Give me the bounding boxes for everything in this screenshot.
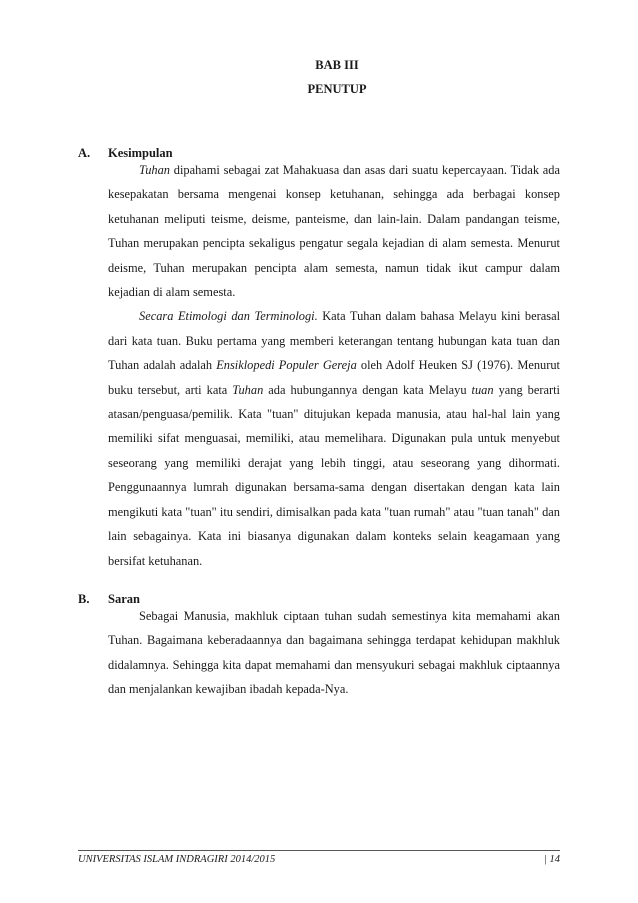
page-number: | 14 bbox=[543, 854, 560, 865]
chapter-title: PENUTUP bbox=[307, 82, 367, 96]
italic-text: Secara Etimologi dan Terminologi. bbox=[139, 309, 318, 324]
page-footer bbox=[78, 850, 560, 865]
section-a-letter: A. bbox=[78, 146, 91, 160]
italic-text: tuan bbox=[471, 382, 494, 397]
section-b-letter: B. bbox=[78, 592, 90, 606]
section-b-body bbox=[108, 604, 560, 702]
chapter-number: BAB III bbox=[315, 58, 359, 72]
italic-text: Tuhan bbox=[139, 163, 170, 177]
footer-institution: UNIVERSITAS ISLAM INDRAGIRI 2014/2015 bbox=[78, 854, 276, 865]
section-a-title: Kesimpulan bbox=[108, 146, 173, 160]
italic-text: Tuhan bbox=[232, 382, 264, 397]
section-b-title: Saran bbox=[108, 592, 140, 606]
section-b-paragraph-1: Sebagai Manusia, makhluk ciptaan tuhan sudah semestinya kita memahami akan Tuhan. Bagaimana keberadaannya dan bagaimana sehingga terdapat kehidupan makhluk didalamnya. Sehingga kita dapat memahami dan mensyukuri sebagai makhluk ciptaannya dan menjalankan kewajiban ibadah kepada-Nya. bbox=[108, 609, 560, 697]
section-a-paragraph-1: Tuhan dipahami sebagai zat Mahakuasa dan asas dari suatu kepercayaan. Tidak ada kesepakatan bersama mengenai konsep ketuhanan, sehingga ada berbagai konsep ketuhanan meliputi teisme, deisme, panteisme, dan lain-lain. Dalam pandangan teisme, Tuhan merupakan pencipta sekaligus pengatur segala kejadian di alam semesta. Menurut deisme, Tuhan merupakan pencipta alam semesta, namun tidak ikut campur dalam kejadian di alam semesta. bbox=[108, 163, 560, 300]
section-a-body bbox=[108, 158, 560, 573]
italic-text: Ensiklopedi Populer Gereja bbox=[216, 358, 357, 373]
section-a-paragraph-2: Secara Etimologi dan Terminologi. Kata Tuhan dalam bahasa Melayu kini berasal dari kata tuan. Buku pertama yang memberi keterangan tentang hubungan kata tuan dan Tuhan adalah adalah Ensiklopedi Populer Gereja oleh Adolf Heuken SJ (1976). Menurut buku tersebut, arti kata Tuhan ada hubungannya dengan kata Melayu tuan yang berarti atasan/penguasa/pemilik. Kata "tuan" ditujukan kepada manusia, atau hal-hal lain yang memiliki sifat menguasai, memiliki, atau memelihara. Digunakan pula untuk menyebut seseorang yang memiliki derajat yang lebih tinggi, atau seseorang yang dihormati. Penggunaannya lumrah digunakan bersama-sama dengan disertakan dengan kata lain mengikuti kata "tuan" itu sendiri, dimisalkan pada kata "tuan rumah" atau "tuan tanah" dan lain sebagainya. Kata ini biasanya digunakan dalam konteks selain keagamaan yang bersifat ketuhanan. bbox=[108, 309, 561, 568]
